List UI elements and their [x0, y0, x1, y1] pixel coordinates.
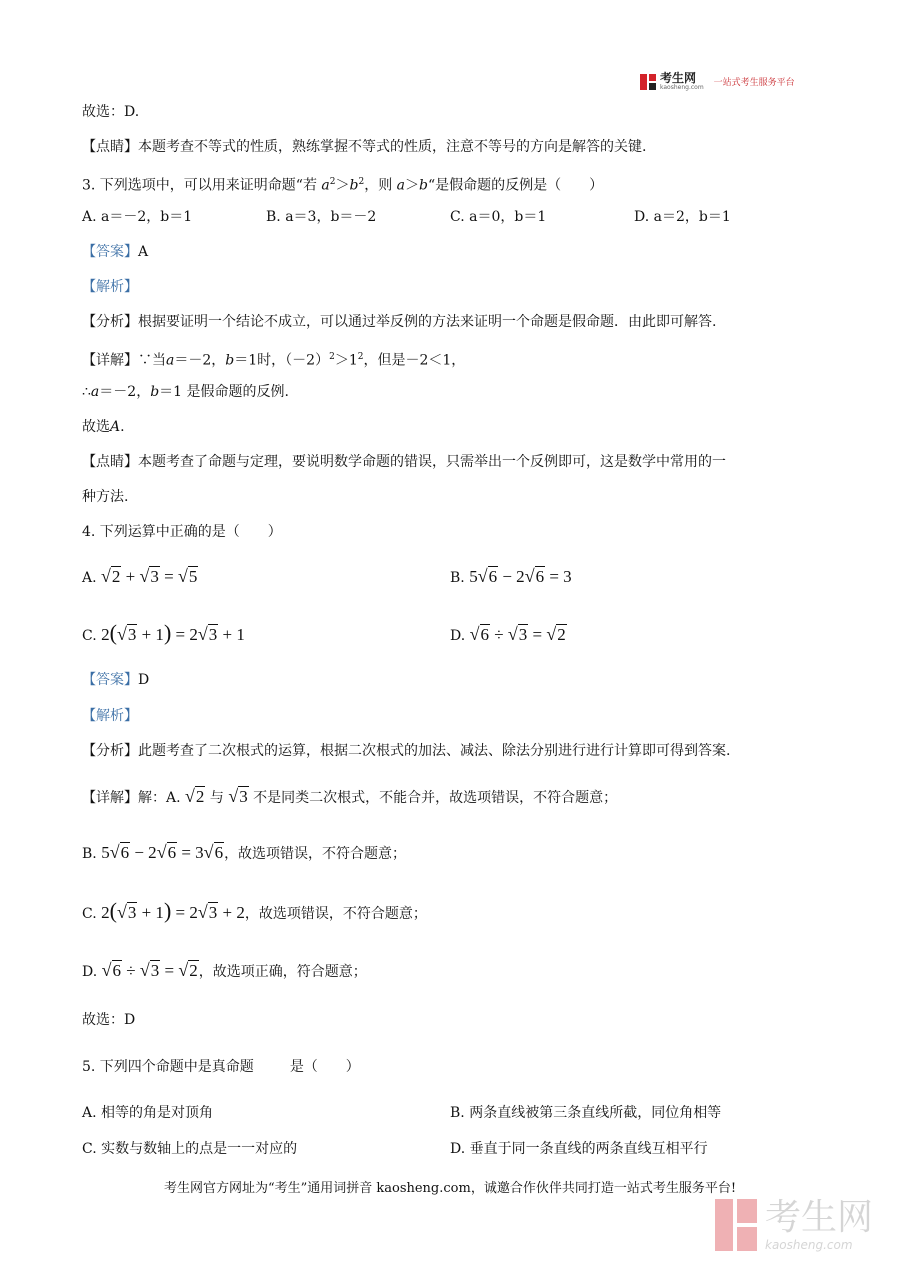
q4-jiexi: 【解析】: [82, 708, 138, 724]
q4-option-b: B. 5√6 − 2√6 = 3: [450, 566, 572, 586]
q3-review-2: 种方法.: [82, 489, 129, 505]
watermark: [715, 1198, 873, 1252]
q3-stem: 3. 下列选项中，可以用来证明命题“若 $a^2>b^2$，则 a＞b“是假命题的反例是（ ）: [82, 177, 604, 194]
header-logo: [640, 72, 795, 91]
q3-option-d: D. a＝2，b＝1: [634, 209, 731, 225]
q4-detail-b: B. 5√6 − 2√6 = 3√6，故选项错误，不符合题意；: [82, 842, 407, 862]
watermark-name: 考生网: [765, 1197, 874, 1238]
q4-stem: 4. 下列运算中正确的是（ ）: [82, 524, 282, 540]
q2-review: 【点睛】本题考查不等式的性质，熟练掌握不等式的性质，注意不等号的方向是解答的关键.: [82, 139, 647, 155]
q3-option-a: A. a＝－2，b＝1: [82, 209, 193, 225]
q5-option-a: A. 相等的角是对顶角: [82, 1105, 214, 1121]
q3-conclusion: ∴a＝－2，b＝1 是假命题的反例.: [82, 384, 289, 400]
watermark-logo-icon: [715, 1199, 757, 1251]
q5-option-d: D. 垂直于同一条直线的两条直线互相平行: [450, 1141, 708, 1157]
logo-slogan: 一站式考生服务平台: [713, 78, 795, 88]
q4-detail-c: C. 2(√3 + 1) = 2√3 + 2，故选项错误，不符合题意；: [82, 898, 427, 923]
logo-domain: kaosheng.com: [660, 84, 704, 91]
q3-choice: 故选A.: [82, 419, 125, 435]
q4-option-c: C. 2(√3 + 1) = 2√3 + 1: [82, 620, 245, 645]
q3-option-c: C. a＝0，b＝1: [450, 209, 547, 225]
q3-answer: 【答案】A: [82, 244, 149, 260]
q5-option-b: B. 两条直线被第三条直线所截，同位角相等: [450, 1105, 722, 1121]
q3-detail: 【详解】∵当a＝－2，b＝1时，$(-2)^2>1^2$，但是－2＜1，: [82, 352, 466, 369]
q3-analysis: 【分析】根据要证明一个结论不成立，可以通过举反例的方法来证明一个命题是假命题．由此即可解答.: [82, 314, 717, 330]
q2-choice: 故选：D.: [82, 104, 140, 120]
logo-icon: [640, 74, 656, 90]
q4-analysis: 【分析】此题考查了二次根式的运算，根据二次根式的加法、减法、除法分别进行进行计算即可得到答案.: [82, 743, 731, 759]
q5-option-c: C. 实数与数轴上的点是一一对应的: [82, 1141, 298, 1157]
watermark-domain: kaosheng.com: [765, 1238, 853, 1252]
q4-option-d: D. √6 ÷ √3 = √2: [450, 624, 566, 644]
q3-option-b: B. a＝3，b＝－2: [266, 209, 377, 225]
footer-note: 考生网官方网址为“考生”通用词拼音 kaosheng.com，诚邀合作伙伴共同打造一站式考生服务平台!: [163, 1181, 737, 1196]
q4-detail-d: D. √6 ÷ √3 = √2，故选项正确，符合题意；: [82, 960, 367, 980]
q3-jiexi: 【解析】: [82, 279, 138, 295]
q3-review-1: 【点睛】本题考查了命题与定理，要说明数学命题的错误，只需举出一个反例即可，这是数学中常用的一: [82, 454, 726, 470]
q4-answer: 【答案】D: [82, 672, 150, 688]
q4-choice: 故选：D: [82, 1012, 136, 1028]
logo-name: 考生网: [660, 71, 697, 85]
q4-option-a: A. √2 + √3 = √5: [82, 566, 198, 586]
q4-detail-a: 【详解】解：A. √2 与 √3 不是同类二次根式，不能合并，故选项错误，不符合题意；: [82, 786, 618, 806]
q5-stem: 5. 下列四个命题中是真命题 是（ ）: [82, 1059, 360, 1075]
